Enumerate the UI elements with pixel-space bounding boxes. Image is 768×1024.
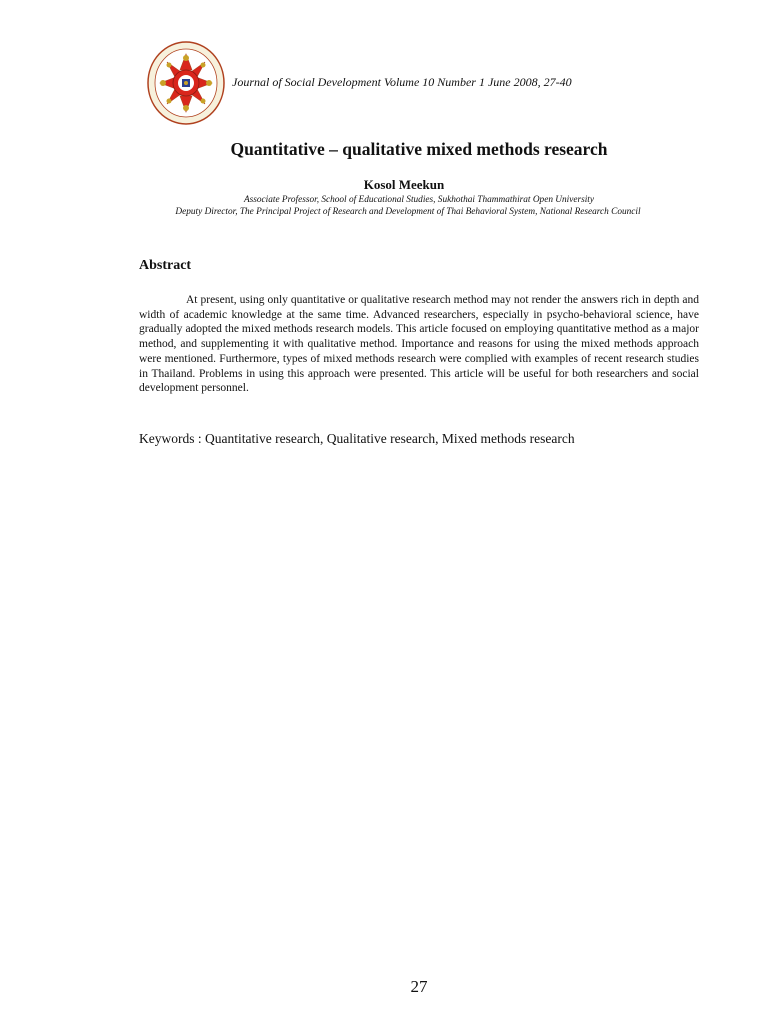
article-title: Quantitative – qualitative mixed methods research	[230, 139, 608, 159]
author-affiliation-primary: Associate Professor, School of Educational Studies, Sukhothai Thammathirat Open University	[243, 195, 595, 205]
university-seal-icon	[146, 40, 226, 126]
abstract-heading: Abstract	[139, 258, 192, 273]
abstract-text: At present, using only quantitative or qualitative research method may not render the answers rich in depth and width of academic knowledge at the same time. Advanced researchers, especially in psycho-behavioral science, have gradually adopted the mixed methods research models. This article focused on employing quantitative method as a major method, and supplementing it with qualitative method. Importance and reasons for using the mixed methods approach were mentioned. Furthermore, types of mixed methods research were complied with examples of recent research studies in Thailand. Problems in using this approach were presented. This article will be useful for both researchers and social development personnel.	[139, 294, 699, 395]
journal-citation-line: Journal of Social Development Volume 10 Number 1 June 2008, 27-40	[232, 75, 572, 89]
author-affiliation-secondary: Deputy Director, The Principal Project of Research and Development of Thai Behavioral System, National Research Council	[175, 207, 641, 217]
author-name: Kosol Meekun	[363, 177, 445, 192]
keywords-line: Keywords : Quantitative research, Qualitative research, Mixed methods research	[139, 431, 575, 446]
page-number: 27	[410, 977, 428, 996]
